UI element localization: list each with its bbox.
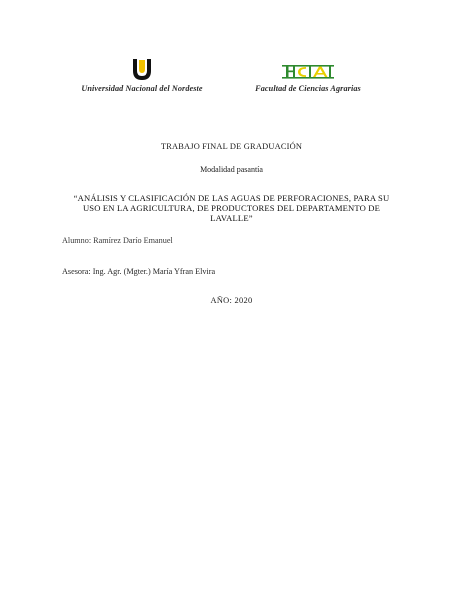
- fca-logo: [238, 62, 378, 93]
- modality-text: Modalidad pasantía: [200, 165, 263, 174]
- unne-caption: Universidad Nacional del Nordeste: [81, 84, 203, 93]
- unne-logo: [62, 58, 222, 93]
- document-year: AÑO: 2020: [210, 296, 253, 305]
- document-heading: TRABAJO FINAL DE GRADUACIÓN: [160, 142, 303, 151]
- student-name: Alumno: Ramírez Darío Emanuel: [62, 236, 173, 245]
- advisor-name: Asesora: Ing. Agr. (Mgter.) María Yfran Elvira: [62, 267, 216, 276]
- unne-logo-icon: [131, 58, 153, 82]
- fca-caption: Facultad de Ciencias Agrarias: [255, 84, 361, 93]
- thesis-title: “ANÁLISIS Y CLASIFICACIÓN DE LAS AGUAS DE PERFORACIONES, PARA SU USO EN LA AGRICULTURA, DE PRODUCTORES DEL DEPARTAMENTO DE LAVALLE”: [73, 193, 390, 223]
- fca-logo-icon: [280, 62, 336, 82]
